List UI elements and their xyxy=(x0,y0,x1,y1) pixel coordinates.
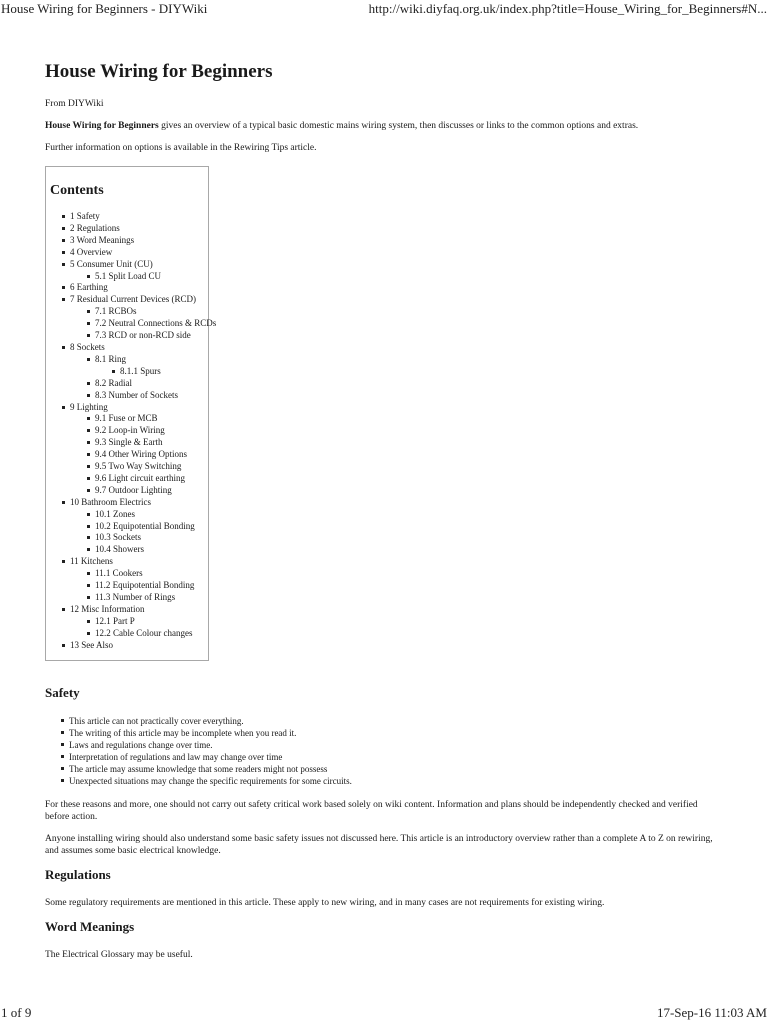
toc-item[interactable] xyxy=(95,485,186,497)
toc-sublist xyxy=(70,568,195,604)
toc-item[interactable] xyxy=(95,354,186,378)
toc-link[interactable]: 8.1.1 Spurs xyxy=(120,365,161,376)
toc-link[interactable]: 10.1 Zones xyxy=(95,508,135,519)
toc-item[interactable] xyxy=(70,496,195,557)
toc-item[interactable] xyxy=(70,556,195,604)
word-meanings-paragraph: The Electrical Glossary may be useful. xyxy=(45,949,193,960)
toc-sublist xyxy=(70,306,217,342)
toc-link[interactable]: 9.6 Light circuit earthing xyxy=(95,472,185,483)
regulations-paragraph: Some regulatory requirements are mentioned in this article. These apply to new wiring, and in many cases are not requirements for existing wiring. xyxy=(45,897,605,908)
intro-bold-term: House Wiring for Beginners xyxy=(45,121,159,131)
section-heading-safety: Safety xyxy=(45,684,80,700)
toc-item[interactable] xyxy=(70,282,186,294)
article-content xyxy=(45,60,720,971)
section-heading-regulations: Regulations xyxy=(45,866,111,882)
toc-link[interactable]: 8.1 Ring xyxy=(95,353,127,364)
toc-item[interactable] xyxy=(95,413,186,425)
toc-link[interactable]: 4 Overview xyxy=(70,246,113,257)
toc-item[interactable] xyxy=(95,532,186,544)
toc-link[interactable]: 5 Consumer Unit (CU) xyxy=(70,258,153,269)
toc-sublist xyxy=(70,413,186,496)
page-number: 1 of 9 xyxy=(1,1005,32,1020)
toc-item[interactable] xyxy=(70,402,186,497)
toc-sublist xyxy=(95,366,186,378)
toc-item[interactable] xyxy=(70,294,217,342)
toc-link[interactable]: 7.3 RCD or non-RCD side xyxy=(95,330,191,341)
toc-sublist xyxy=(70,508,195,557)
safety-bullet-item: Laws and regulations change over time. xyxy=(69,739,720,751)
toc-link[interactable]: 8.3 Number of Sockets xyxy=(95,389,178,400)
toc-item[interactable] xyxy=(70,235,186,247)
toc-item[interactable] xyxy=(95,271,186,283)
safety-bullet-item: The writing of this article may be incomplete when you read it. xyxy=(69,727,720,739)
toc-item[interactable] xyxy=(95,449,186,461)
toc-item[interactable] xyxy=(95,616,186,628)
toc-item[interactable] xyxy=(95,592,186,604)
toc-link[interactable]: 13 See Also xyxy=(70,639,114,650)
print-header-url: http://wiki.diyfaq.org.uk/index.php?title=House_Wiring_for_Beginners#N... xyxy=(368,1,767,16)
toc-sublist xyxy=(70,354,186,402)
further-info-paragraph: Further information on options is available in the Rewiring Tips article. xyxy=(45,143,317,153)
toc-item[interactable] xyxy=(70,247,186,259)
print-header xyxy=(0,1,768,17)
toc-link[interactable]: 5.1 Split Load CU xyxy=(95,270,162,281)
toc-link[interactable]: 7.1 RCBOs xyxy=(95,306,137,317)
toc-link[interactable]: 11.1 Cookers xyxy=(95,568,143,579)
toc-link[interactable]: 9.1 Fuse or MCB xyxy=(95,413,158,424)
toc-item[interactable] xyxy=(95,580,195,592)
toc-item[interactable] xyxy=(95,330,191,342)
toc-list xyxy=(50,211,217,652)
print-header-title: House Wiring for Beginners - DIYWiki xyxy=(1,1,208,16)
toc-item[interactable] xyxy=(120,366,186,378)
toc-link[interactable]: 8.2 Radial xyxy=(95,377,132,388)
safety-bullet-item: Unexpected situations may change the specific requirements for some circuits. xyxy=(69,775,720,787)
toc-sublist xyxy=(70,615,193,640)
toc-item[interactable] xyxy=(70,603,193,640)
intro-paragraph xyxy=(45,120,720,132)
toc-item[interactable] xyxy=(95,544,186,556)
toc-item[interactable] xyxy=(70,259,186,283)
print-footer xyxy=(0,1005,768,1021)
toc-link[interactable]: 12.1 Part P xyxy=(95,615,135,626)
table-of-contents xyxy=(45,166,217,661)
safety-paragraph-2: Anyone installing wiring should also understand some basic safety issues not discussed here. This article is an introductory overview rather than a complete A to Z on rewiring, and assumes some basic electrical knowledge. xyxy=(45,833,713,856)
toc-item[interactable] xyxy=(95,378,186,390)
toc-link[interactable]: 10.2 Equipotential Bonding xyxy=(95,520,195,531)
toc-item[interactable] xyxy=(70,223,186,235)
toc-link[interactable]: 7.2 Neutral Connections & RCDs xyxy=(95,318,217,329)
toc-link[interactable]: 12 Misc Information xyxy=(70,603,145,614)
toc-link[interactable]: 7 Residual Current Devices (RCD) xyxy=(70,294,196,305)
toc-link[interactable]: 9.2 Loop-in Wiring xyxy=(95,425,165,436)
toc-item[interactable] xyxy=(70,342,186,402)
intro-text: gives an overview of a typical basic domestic mains wiring system, then discusses or links to the common options and extras. xyxy=(158,121,639,131)
toc-item[interactable] xyxy=(95,461,186,473)
site-sub: From DIYWiki xyxy=(45,99,104,109)
toc-link[interactable]: 10.3 Sockets xyxy=(95,532,141,543)
toc-item[interactable] xyxy=(95,425,186,437)
toc-sublist xyxy=(70,271,186,283)
toc-link[interactable]: 12.2 Cable Colour changes xyxy=(95,627,193,638)
toc-link[interactable]: 9 Lighting xyxy=(70,401,108,412)
safety-bullet-item: The article may assume knowledge that some readers might not possess xyxy=(69,763,720,775)
toc-item[interactable] xyxy=(95,520,195,533)
toc-link[interactable]: 10 Bathroom Electrics xyxy=(70,496,151,507)
print-datetime: 17-Sep-16 11:03 AM xyxy=(656,1005,767,1020)
page-title: House Wiring for Beginners xyxy=(45,61,273,82)
toc-item[interactable] xyxy=(95,568,186,580)
toc-item[interactable] xyxy=(95,627,193,640)
toc-item[interactable] xyxy=(70,211,186,223)
toc-item[interactable] xyxy=(95,390,186,402)
toc-link[interactable]: 9.5 Two Way Switching xyxy=(95,461,182,472)
toc-link[interactable]: 10.4 Showers xyxy=(95,544,144,555)
safety-bullet-list xyxy=(45,715,720,787)
toc-link[interactable]: 8 Sockets xyxy=(70,341,105,352)
toc-link[interactable]: 3 Word Meanings xyxy=(70,234,135,245)
safety-paragraph-1: For these reasons and more, one should not carry out safety critical work based solely on wiki content. Information and plans should be independently checked and verified before action. xyxy=(45,799,698,822)
toc-link[interactable]: 11 Kitchens xyxy=(70,556,113,567)
section-heading-word-meanings: Word Meanings xyxy=(45,918,135,934)
safety-bullet-item: Interpretation of regulations and law may change over time xyxy=(69,751,720,763)
toc-link[interactable]: 11.3 Number of Rings xyxy=(95,592,176,602)
toc-item[interactable] xyxy=(70,640,186,652)
toc-link[interactable]: 6 Earthing xyxy=(70,282,108,293)
toc-link[interactable]: 1 Safety xyxy=(70,211,100,221)
toc-item[interactable] xyxy=(95,437,186,449)
toc-link[interactable]: 11.2 Equipotential Bonding xyxy=(95,580,195,591)
toc-item[interactable] xyxy=(95,318,217,330)
toc-item[interactable] xyxy=(95,509,186,521)
toc-link[interactable]: 2 Regulations xyxy=(70,222,120,233)
toc-link[interactable]: 9.3 Single & Earth xyxy=(95,437,163,448)
toc-item[interactable] xyxy=(95,306,186,318)
toc-title: Contents xyxy=(50,183,104,198)
safety-bullet-item: This article can not practically cover everything. xyxy=(69,715,720,727)
toc-link[interactable]: 9.7 Outdoor Lighting xyxy=(95,484,172,495)
toc-link[interactable]: 9.4 Other Wiring Options xyxy=(95,449,187,460)
toc-item[interactable] xyxy=(95,473,186,485)
